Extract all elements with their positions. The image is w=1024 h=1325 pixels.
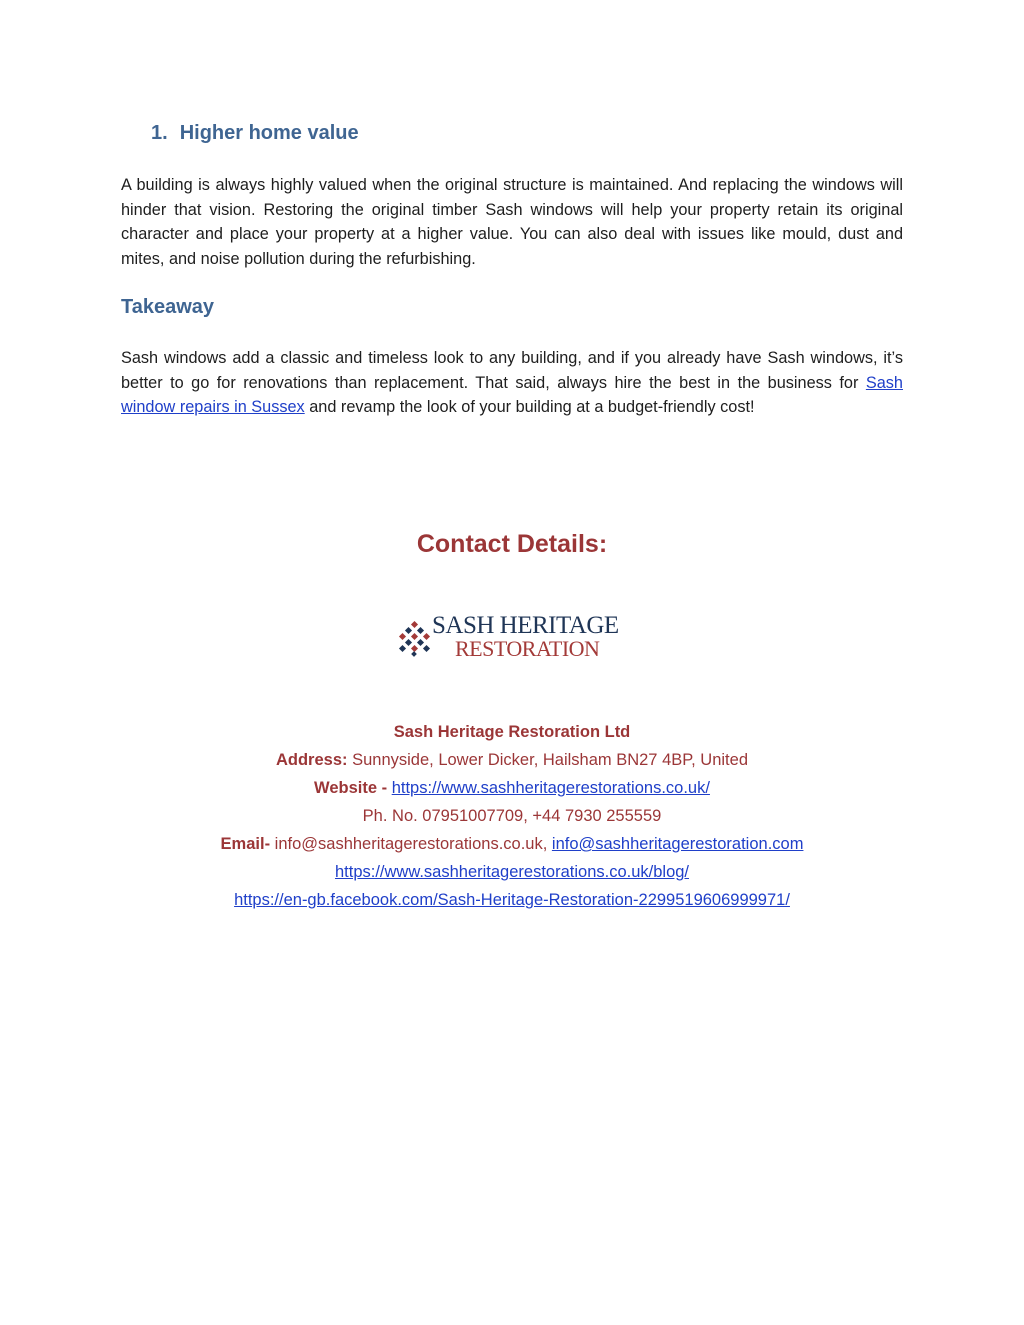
facebook-link[interactable]: https://en-gb.facebook.com/Sash-Heritage-Restoration-2299519606999971/ [234,891,790,909]
section-heading-higher-home-value [151,122,359,145]
email-line [0,830,1024,858]
sash-window-repairs-link[interactable]: Sash window repairs in Sussex [121,373,903,417]
website-line [0,774,1024,802]
email-plain-text: info@sashheritagerestorations.co.uk, [270,835,552,853]
contact-info-block [0,718,1024,914]
email-label: Email- [220,835,271,853]
logo-emblem-icon [398,620,432,658]
takeaway-paragraph [121,346,903,420]
contact-details-heading: Contact Details: [416,530,608,558]
email-link[interactable]: info@sashheritagerestoration.com [551,835,804,853]
address-label: Address: [275,751,348,769]
phone-line: Ph. No. 07951007709, +44 7930 255559 [362,807,662,825]
higher-home-value-paragraph: A building is always highly valued when the original structure is maintained. And replacing the windows will hinder that vision. Restoring the original timber Sash windows will help your property retain its original character and place your property at a higher value. You can also deal with issues like mould, dust and mites, and noise pollution during the refurbishing. [121,176,903,268]
website-link[interactable]: https://www.sashheritagerestorations.co.uk/ [391,779,710,797]
address-line [0,746,1024,774]
takeaway-text-before-link: Sash windows add a classic and timeless look to any building, and if you already have Sash windows, it’s better to go for renovations than replacement. That said, always hire the best in the business for [121,349,903,392]
takeaway-text-after-link: and revamp the look of your building at a budget-friendly cost! [304,398,755,417]
company-logo [398,612,628,666]
address-value: Sunnyside, Lower Dicker, Hailsham BN27 4BP, United [347,751,748,769]
company-name: Sash Heritage Restoration Ltd [393,723,631,741]
section-number: 1. [151,122,168,144]
blog-line [0,858,1024,886]
facebook-line [0,886,1024,914]
takeaway-heading: Takeaway [121,296,215,318]
section-title: Higher home value [179,122,359,144]
blog-link[interactable]: https://www.sashheritagerestorations.co.uk/blog/ [334,863,690,881]
logo-text-sash-heritage: SASH HERITAGE [432,612,619,639]
website-label: Website - [314,779,392,797]
logo-text-restoration: RESTORATION [455,636,600,661]
